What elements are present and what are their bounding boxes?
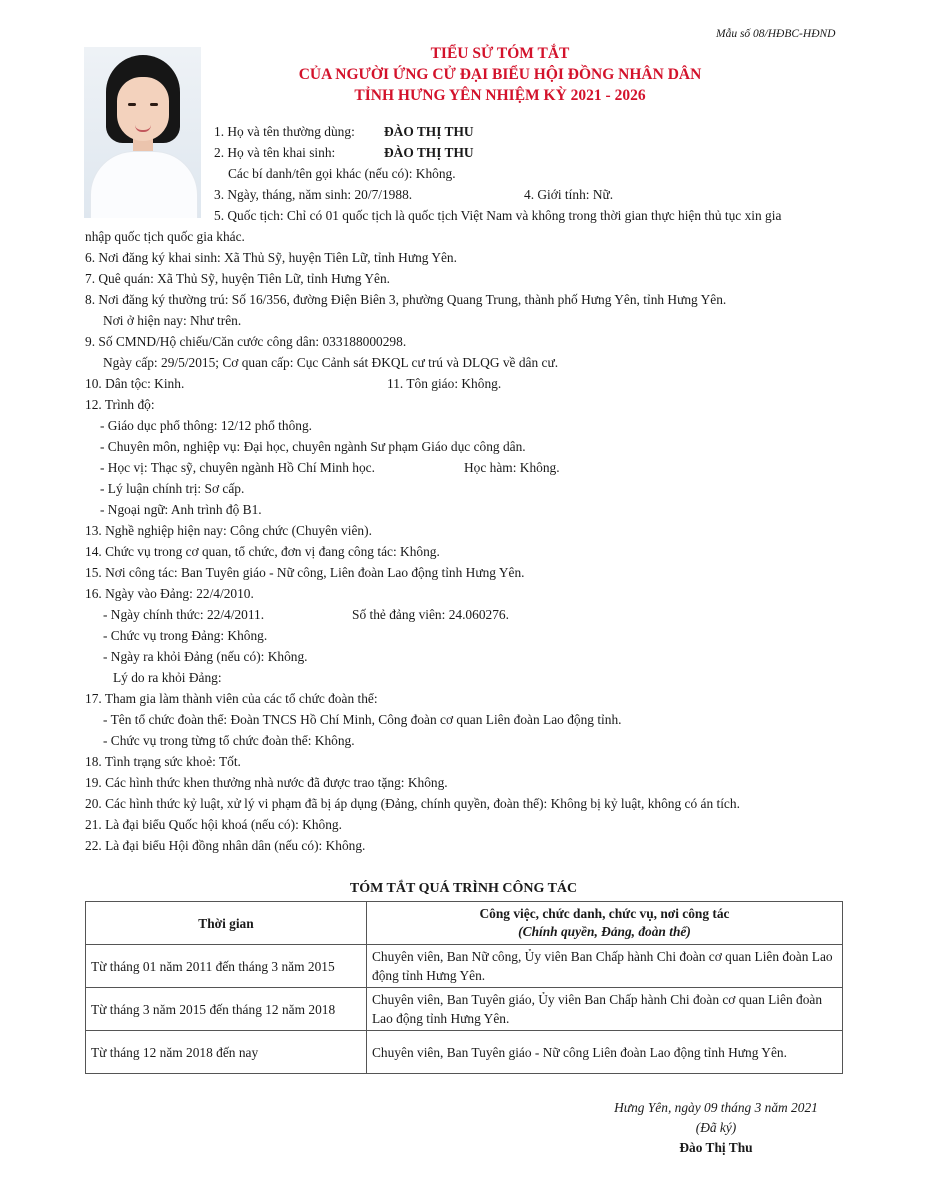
row-1-time: Từ tháng 01 năm 2011 đến tháng 3 năm 2015 xyxy=(86,945,367,988)
signature-name: Đào Thị Thu xyxy=(679,1140,753,1155)
field-21: 21. Là đại biểu Quốc hội khoá (nếu có): Không. xyxy=(85,817,342,832)
field-13: 13. Nghề nghiệp hiện nay: Công chức (Chuyên viên). xyxy=(85,523,372,538)
field-5-nationality: 5. Quốc tịch: Chỉ có 01 quốc tịch là quốc tịch Việt Nam và không trong thời gian thực hiện thủ tục xin gia xyxy=(214,208,782,223)
field-12-edu: - Giáo dục phổ thông: 12/12 phổ thông. xyxy=(100,418,313,433)
work-history-title: TÓM TẮT QUÁ TRÌNH CÔNG TÁC xyxy=(349,881,578,896)
table-row xyxy=(86,1031,843,1074)
field-8-current: Nơi ở hiện nay: Như trên. xyxy=(103,313,242,328)
field-17-org: - Tên tổ chức đoàn thể: Đoàn TNCS Hồ Chí Minh, Công đoàn cơ quan Liên đoàn Lao động tỉnh. xyxy=(103,712,622,727)
work-history-table xyxy=(85,901,843,1074)
field-16-card: Số thẻ đảng viên: 24.060276. xyxy=(352,607,509,622)
field-2-other-names: Các bí danh/tên gọi khác (nếu có): Không. xyxy=(228,166,456,181)
row-2-time: Từ tháng 3 năm 2015 đến tháng 12 năm 2018 xyxy=(86,988,367,1031)
field-17-position: - Chức vụ trong từng tổ chức đoàn thể: Không. xyxy=(103,733,355,748)
field-5-nationality-cont: nhập quốc tịch quốc gia khác. xyxy=(85,229,245,244)
col-time-header: Thời gian xyxy=(86,902,367,945)
field-16-reason: Lý do ra khỏi Đảng: xyxy=(113,670,222,685)
field-9: 9. Số CMND/Hộ chiếu/Căn cước công dân: 033188000298. xyxy=(85,334,407,349)
field-10: 10. Dân tộc: Kinh. xyxy=(85,376,185,391)
table-row xyxy=(86,988,843,1031)
field-9-issue: Ngày cấp: 29/5/2015; Cơ quan cấp: Cục Cảnh sát ĐKQL cư trú và DLQG về dân cư. xyxy=(103,355,559,370)
field-20: 20. Các hình thức kỷ luật, xử lý vi phạm đã bị áp dụng (Đảng, chính quyền, đoàn thể): Không bị kỷ luật, không có án tích. xyxy=(85,796,740,811)
field-2-value: ĐÀO THỊ THU xyxy=(384,145,474,160)
title-line-3: TỈNH HƯNG YÊN NHIỆM KỲ 2021 - 2026 xyxy=(354,87,646,104)
field-16-official: - Ngày chính thức: 22/4/2011. xyxy=(103,607,265,622)
field-16-leave: - Ngày ra khỏi Đảng (nếu có): Không. xyxy=(103,649,308,664)
field-4-gender: 4. Giới tính: Nữ. xyxy=(524,187,614,202)
table-row xyxy=(86,945,843,988)
field-12-major: - Chuyên môn, nghiệp vụ: Đại học, chuyên ngành Sư phạm Giáo dục công dân. xyxy=(100,439,526,454)
field-17: 17. Tham gia làm thành viên của các tổ chức đoàn thể: xyxy=(85,691,378,706)
title-line-2: CỦA NGƯỜI ỨNG CỬ ĐẠI BIỂU HỘI ĐỒNG NHÂN DÂN xyxy=(298,66,702,83)
row-3-desc: Chuyên viên, Ban Tuyên giáo - Nữ công Liên đoàn Lao động tỉnh Hưng Yên. xyxy=(367,1031,843,1074)
field-22: 22. Là đại biểu Hội đồng nhân dân (nếu có): Không. xyxy=(85,838,366,853)
row-2-desc: Chuyên viên, Ban Tuyên giáo, Ủy viên Ban Chấp hành Chi đoàn cơ quan Liên đoàn Lao động tỉnh Hưng Yên. xyxy=(367,988,843,1031)
field-16-position: - Chức vụ trong Đảng: Không. xyxy=(103,628,268,643)
field-12-politics: - Lý luận chính trị: Sơ cấp. xyxy=(100,481,245,496)
signature-signed: (Đã ký) xyxy=(695,1120,737,1135)
col-desc-header xyxy=(367,902,843,945)
field-1-value: ĐÀO THỊ THU xyxy=(384,124,474,139)
signature-place-date: Hưng Yên, ngày 09 tháng 3 năm 2021 xyxy=(614,1100,818,1115)
field-11: 11. Tôn giáo: Không. xyxy=(387,376,502,391)
field-12-rank: Học hàm: Không. xyxy=(464,460,560,475)
field-15: 15. Nơi công tác: Ban Tuyên giáo - Nữ công, Liên đoàn Lao động tỉnh Hưng Yên. xyxy=(85,565,525,580)
col-desc-header-line1: Công việc, chức danh, chức vụ, nơi công tác xyxy=(479,906,730,921)
field-3-birthdate: 3. Ngày, tháng, năm sinh: 20/7/1988. xyxy=(214,187,413,202)
field-1-label: 1. Họ và tên thường dùng: xyxy=(214,124,355,139)
field-7: 7. Quê quán: Xã Thủ Sỹ, huyện Tiên Lữ, tỉnh Hưng Yên. xyxy=(85,271,391,286)
field-12-language: - Ngoại ngữ: Anh trình độ B1. xyxy=(100,502,262,517)
field-6: 6. Nơi đăng ký khai sinh: Xã Thủ Sỹ, huyện Tiên Lữ, tỉnh Hưng Yên. xyxy=(85,250,457,265)
form-code: Mẫu số 08/HĐBC-HĐND xyxy=(716,28,836,40)
field-2-label: 2. Họ và tên khai sinh: xyxy=(214,145,336,160)
field-8: 8. Nơi đăng ký thường trú: Số 16/356, đường Điện Biên 3, phường Quang Trung, thành phố Hưng Yên, tỉnh Hưng Yên. xyxy=(85,292,727,307)
field-14: 14. Chức vụ trong cơ quan, tổ chức, đơn vị đang công tác: Không. xyxy=(85,544,440,559)
field-16: 16. Ngày vào Đảng: 22/4/2010. xyxy=(85,586,254,601)
field-12: 12. Trình độ: xyxy=(85,397,155,412)
portrait-photo xyxy=(84,47,201,218)
col-desc-header-line2: (Chính quyền, Đảng, đoàn thể) xyxy=(518,924,691,939)
field-19: 19. Các hình thức khen thưởng nhà nước đã được trao tặng: Không. xyxy=(85,775,448,790)
field-18: 18. Tình trạng sức khoẻ: Tốt. xyxy=(85,754,241,769)
row-3-time: Từ tháng 12 năm 2018 đến nay xyxy=(86,1031,367,1074)
table-header-row xyxy=(86,902,843,945)
title-line-1: TIỂU SỬ TÓM TẮT xyxy=(430,45,570,62)
field-12-degree: - Học vị: Thạc sỹ, chuyên ngành Hồ Chí Minh học. xyxy=(100,460,375,475)
row-1-desc: Chuyên viên, Ban Nữ công, Ủy viên Ban Chấp hành Chi đoàn cơ quan Liên đoàn Lao động tỉnh Hưng Yên. xyxy=(367,945,843,988)
